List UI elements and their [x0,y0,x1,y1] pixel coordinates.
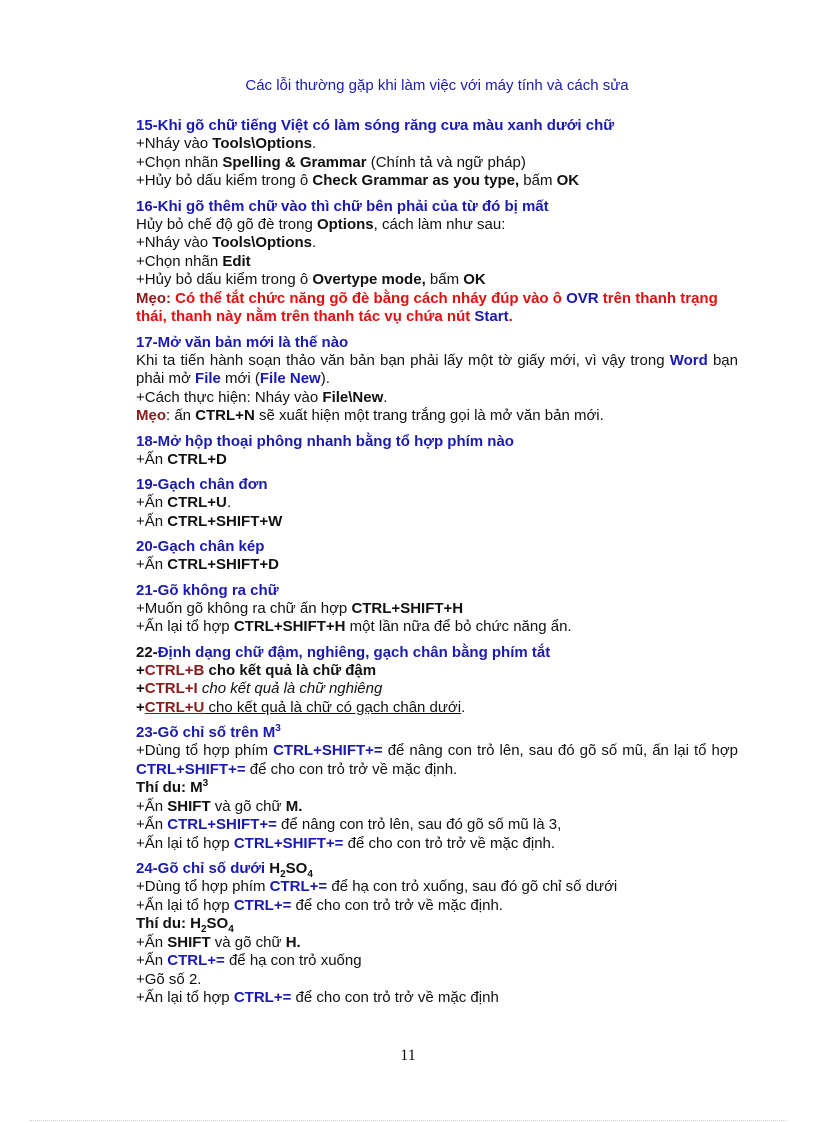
page-bottom-divider [30,1120,786,1121]
text: +Chọn nhãn [136,252,223,270]
section-18-title: 18-Mở hộp thoại phông nhanh bằng tổ hợp phím nào [136,432,514,450]
text: +Ấn [136,512,168,530]
text: để hạ con trỏ xuống [224,952,362,969]
shortcut: CTRL+= [233,896,292,914]
shortcut: CTRL+SHIFT+= [136,760,246,778]
tip-keyword: Start [474,308,509,325]
section-23-title [136,723,738,742]
text: +Dùng tổ hợp phím [136,742,274,759]
section-24-line-2 [136,897,738,916]
title-number: 22- [136,643,158,661]
shortcut: CTRL+N [195,407,255,424]
text: và gõ chữ [210,933,286,951]
shortcut: CTRL+B [144,661,205,679]
section-18 [136,432,738,470]
section-24-line-5 [136,952,738,971]
text: +Ấn [136,933,168,951]
section-22-line-1 [136,662,738,681]
text: để cho con trỏ trở về mặc định. [245,760,458,778]
text: mới ( [220,370,260,387]
text: để cho con trỏ trở về mặc định [291,989,499,1006]
text: và gõ chữ [210,797,286,815]
superscript: 3 [202,778,209,789]
plus: + [136,661,145,679]
section-16 [136,197,738,327]
shortcut: CTRL+I [144,680,198,697]
text: +Ấn lại tổ hợp [136,896,234,914]
text: để nâng con trỏ lên, sau đó gõ số mũ là 3, [276,816,562,833]
section-15 [136,116,738,191]
section-17-line-2 [136,389,738,408]
text: ). [320,370,330,387]
text: +Muốn gõ không ra chữ ấn hợp [136,599,352,617]
section-16-line-2 [136,234,738,253]
ok-label: OK [463,271,486,288]
key: SHIFT [167,797,211,815]
section-22-title [136,643,738,662]
section-19-line-2 [136,513,738,532]
section-16-line-4 [136,271,738,290]
plus: + [136,698,145,716]
option-name: Overtype mode, [312,271,426,288]
tip-label: Mẹo [136,407,166,424]
text: +Nháy vào [136,135,213,152]
keyword: File [195,370,221,387]
section-23-example [136,779,738,798]
text: +Dùng tổ hợp phím [136,878,270,895]
text: +Ấn [136,816,168,833]
text: +Cách thực hiện: Nháy vào [136,388,323,406]
subscript: 4 [228,924,234,935]
shortcut: CTRL+= [269,878,328,895]
text: . [226,494,232,511]
section-16-line-3 [136,253,738,272]
tip-text: . [508,308,513,325]
shortcut: CTRL+SHIFT+H [351,599,464,617]
section-23-line-4 [136,816,738,835]
menu-path: Tools\Options [212,135,313,152]
text: +Ấn lại tổ hợp [136,618,234,635]
section-21-line-1 [136,600,738,619]
text: +Ấn [136,450,168,468]
section-18-line-1 [136,451,738,470]
section-22-line-3 [136,699,738,718]
keyword: Word [669,351,708,369]
text: để nâng con trỏ lên, sau đó gõ số mũ, ấn lại tổ hợp [382,742,738,759]
section-23 [136,723,738,853]
section-21 [136,581,738,637]
section-24-line-7 [136,989,738,1008]
document-body [136,116,738,1014]
section-19-title: 19-Gạch chân đơn [136,476,268,493]
tip-text: Có thể tắt chức năng gõ đè bằng cách nháy đúp vào ô [171,289,567,307]
key: M. [285,797,303,815]
superscript: 3 [275,723,281,734]
text: . [312,234,317,251]
section-21-title: 21-Gõ không ra chữ [136,581,279,599]
shortcut: CTRL+SHIFT+H [233,618,346,635]
text: +Hủy bỏ dấu kiểm trong ô [136,172,313,189]
text: (Chính tả và ngữ pháp) [366,153,526,171]
section-22 [136,643,738,718]
text: bạn phải mở [136,351,738,387]
text: +Hủy bỏ dấu kiểm trong ô [136,271,313,288]
section-22-line-2 [136,680,738,699]
tip-keyword: OVR [566,289,599,307]
section-23-line-5 [136,835,738,854]
section-16-title: 16-Khi gõ thêm chữ vào thì chữ bên phải của từ đó bị mất [136,197,549,215]
section-24-example [136,915,738,934]
text: +Ấn [136,797,168,815]
shortcut: CTRL+D [167,450,227,468]
title-text: 24-Gõ chỉ số dưới [136,860,270,877]
text: . [461,698,466,716]
subscript: 4 [307,869,313,880]
plus: + [136,680,145,697]
section-20-title: 20-Gạch chân kép [136,538,265,555]
section-15-title: 15-Khi gõ chữ tiếng Việt có làm sóng răng cưa màu xanh dưới chữ [136,117,615,134]
section-23-line-3 [136,798,738,817]
options-label: Options [316,215,374,233]
text: , cách làm như sau: [373,215,506,233]
shortcut: CTRL+SHIFT+W [167,512,283,530]
text: +Ấn [136,952,168,969]
option-name: Check Grammar as you type, [312,172,520,189]
shortcut: CTRL+SHIFT+= [273,742,383,759]
section-17-tip [136,407,738,426]
text: . [312,135,317,152]
section-20 [136,537,738,575]
section-24-line-6: +Gõ số 2. [136,970,202,988]
subscript: 2 [280,869,286,880]
text: +Ấn lại tổ hợp [136,989,234,1006]
section-19 [136,475,738,531]
shortcut: CTRL+SHIFT+= [233,834,344,852]
text: bấm [519,172,557,189]
formula: SO [285,860,308,877]
title-text: Định dạng chữ đậm, nghiêng, gạch chân bằng phím tắt [157,643,551,661]
formula: SO [206,915,229,932]
text: +Ấn [136,556,168,573]
subscript: 2 [200,924,207,935]
text: . [383,388,388,406]
section-17-paragraph [136,352,738,389]
section-24-line-4 [136,934,738,953]
text: +Ấn [136,494,168,511]
section-21-line-2 [136,618,738,637]
section-15-line-3 [136,172,738,191]
text: để hạ con trỏ xuống, sau đó gõ chỉ số dưới [327,878,618,895]
section-15-line-2 [136,154,738,173]
section-24-title [136,859,738,878]
section-17 [136,333,738,426]
menu-path: File\New [322,388,384,406]
section-23-paragraph [136,742,738,779]
text: : ấn [166,407,196,424]
page-number: 11 [400,1047,416,1064]
shortcut: CTRL+= [167,952,225,969]
section-24-line-1 [136,878,738,897]
keyword: File New [259,370,321,387]
key: SHIFT [167,933,211,951]
result-underline: cho kết quả là chữ có gạch chân dưới [204,698,462,716]
text: bấm [425,271,464,288]
running-header: Các lỗi thường gặp khi làm việc với máy tính và cách sửa [245,77,629,94]
text: sẽ xuất hiện một trang trắng gọi là mở văn bản mới. [254,407,604,424]
key: H. [285,933,301,951]
text: để cho con trỏ trở về mặc định. [343,834,556,852]
text: +Ấn lại tổ hợp [136,834,234,852]
section-24 [136,859,738,1008]
section-20-line-1 [136,556,738,575]
tip-text: trên thanh trạng thái, thanh này nằm trên thanh tác vụ chứa nút [136,289,718,325]
section-19-line-1 [136,494,738,513]
shortcut: CTRL+U [167,494,227,511]
text: Khi ta tiến hành soạn thảo văn bản bạn phải lấy một tờ giấy mới, vì vậy trong [136,351,670,369]
title-text: 23-Gõ chỉ số trên M [136,724,276,741]
text: Hủy bỏ chế độ gõ đè trong [136,215,317,233]
shortcut: CTRL+U [144,698,205,716]
text: +Chọn nhãn [136,153,223,171]
result-italic: cho kết quả là chữ nghiêng [197,680,383,697]
shortcut: CTRL+= [233,989,292,1006]
text: để cho con trỏ trở về mặc định. [291,896,503,914]
shortcut: CTRL+SHIFT+= [167,816,277,833]
result-bold: cho kết quả là chữ đậm [204,661,377,679]
menu-path: Tools\Options [212,234,313,251]
shortcut: CTRL+SHIFT+D [167,556,279,573]
section-17-title: 17-Mở văn bản mới là thế nào [136,333,349,351]
ok-label: OK [556,172,580,189]
tip-label: Mẹo: [136,289,171,307]
section-16-tip [136,290,738,327]
formula: H [269,860,281,877]
text: +Nháy vào [136,234,213,251]
example-label: Thí du: M [136,779,203,796]
example-label: Thí du: H [136,915,201,932]
tab-name: Edit [222,252,251,270]
text: một lần nữa để bỏ chức năng ẩn. [345,618,572,635]
tab-name: Spelling & Grammar [222,153,367,171]
section-15-line-1 [136,135,738,154]
section-16-line-1 [136,216,738,235]
